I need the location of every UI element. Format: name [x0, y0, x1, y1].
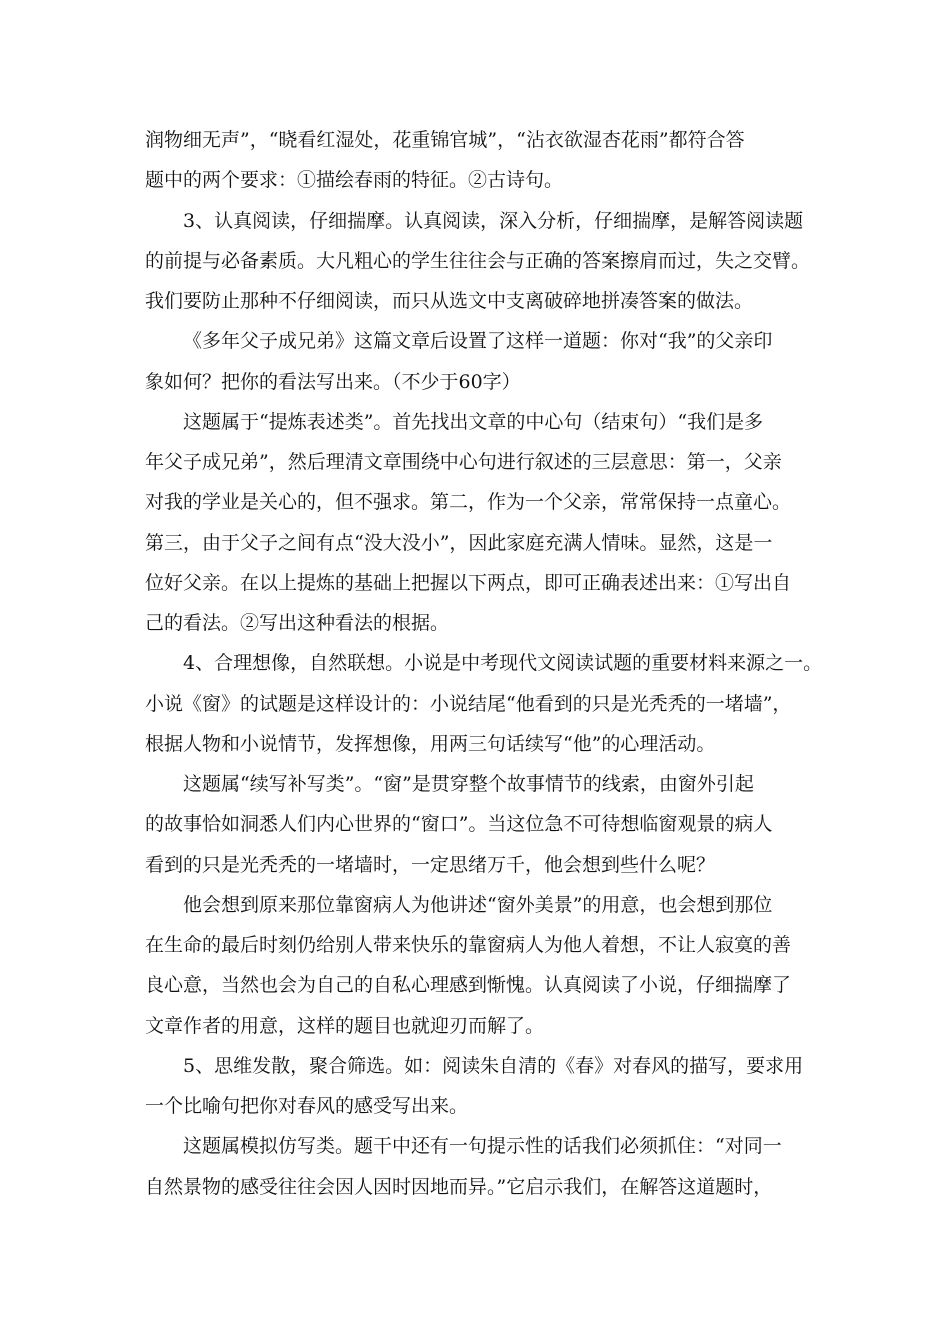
text-line: 题中的两个要求：①描绘春雨的特征。②古诗句。	[145, 169, 564, 192]
text-line: 我们要防止那种不仔细阅读，而只从选文中支离破碎地拼凑答案的做法。	[145, 290, 754, 312]
text-line: 对我的学业是关心的，但不强求。第二，作为一个父亲，常常保持一点童心。	[145, 491, 792, 514]
text-line: 己的看法。②写出这种看法的根据。	[145, 612, 450, 634]
text-line: 位好父亲。在以上提炼的基础上把握以下两点，即可正确表述出来：①写出自	[145, 571, 792, 594]
text-line: 文章作者的用意，这样的题目也就迎刃而解了。	[145, 1014, 545, 1037]
text-line: 5、思维发散，聚合筛选。如：阅读朱自清的《春》对春风的描写，要求用	[183, 1054, 804, 1077]
text-line: 象如何？把你的看法写出来。（不少于60字）	[145, 370, 521, 393]
text-line: 第三，由于父子之间有点“没大没小”，因此家庭充满人情味。显然，这是一	[145, 531, 773, 554]
text-line: 根据人物和小说情节，发挥想像，用两三句话续写“他”的心理活动。	[145, 732, 716, 755]
text-line: 4、合理想像，自然联想。小说是中考现代文阅读试题的重要材料来源之一。	[183, 652, 823, 675]
text-line: 一个比喻句把你对春风的感受写出来。	[145, 1095, 469, 1117]
text-line: 他会想到原来那位靠窗病人为他讲述“窗外美景”的用意，也会想到那位	[183, 893, 773, 916]
text-line: 这题属模拟仿写类。题干中还有一句提示性的话我们必须抓住：“对同一	[183, 1135, 782, 1158]
text-line: 《多年父子成兄弟》这篇文章后设置了这样一道题：你对“我”的父亲印	[183, 330, 773, 353]
document-body	[145, 120, 823, 1207]
text-line: 自然景物的感受往往会因人因时因地而异。”它启示我们，在解答这道题时，	[145, 1175, 773, 1198]
text-line: 的前提与必备素质。大凡粗心的学生往往会与正确的答案擦肩而过，失之交臂。	[145, 249, 811, 272]
text-line: 这题属“续写补写类”。“窗”是贯穿整个故事情节的线索，由窗外引起	[183, 773, 754, 795]
text-line: 在生命的最后时刻仍给别人带来快乐的靠窗病人为他人着想，不让人寂寞的善	[145, 934, 792, 956]
text-line: 的故事恰如洞悉人们内心世界的“窗口”。当这位急不可待想临窗观景的病人	[145, 813, 773, 836]
text-line: 3、认真阅读，仔细揣摩。认真阅读，深入分析，仔细揣摩，是解答阅读题	[183, 209, 804, 232]
text-line: 润物细无声”，“晓看红湿处，花重锦官城”，“沾衣欲湿杏花雨”都符合答	[145, 129, 745, 151]
text-line: 小说《窗》的试题是这样设计的：小说结尾“他看到的只是光秃秃的一堵墙”，	[145, 692, 792, 715]
text-line: 这题属于“提炼表述类”。首先找出文章的中心句（结束句）“我们是多	[183, 410, 764, 433]
text-line: 看到的只是光秃秃的一堵墙时，一定思绪万千，他会想到些什么呢？	[145, 853, 716, 876]
text-line: 良心意，当然也会为自己的自私心理感到惭愧。认真阅读了小说，仔细揣摩了	[145, 974, 792, 997]
text-line: 年父子成兄弟”，然后理清文章围绕中心句进行叙述的三层意思：第一，父亲	[145, 451, 782, 473]
